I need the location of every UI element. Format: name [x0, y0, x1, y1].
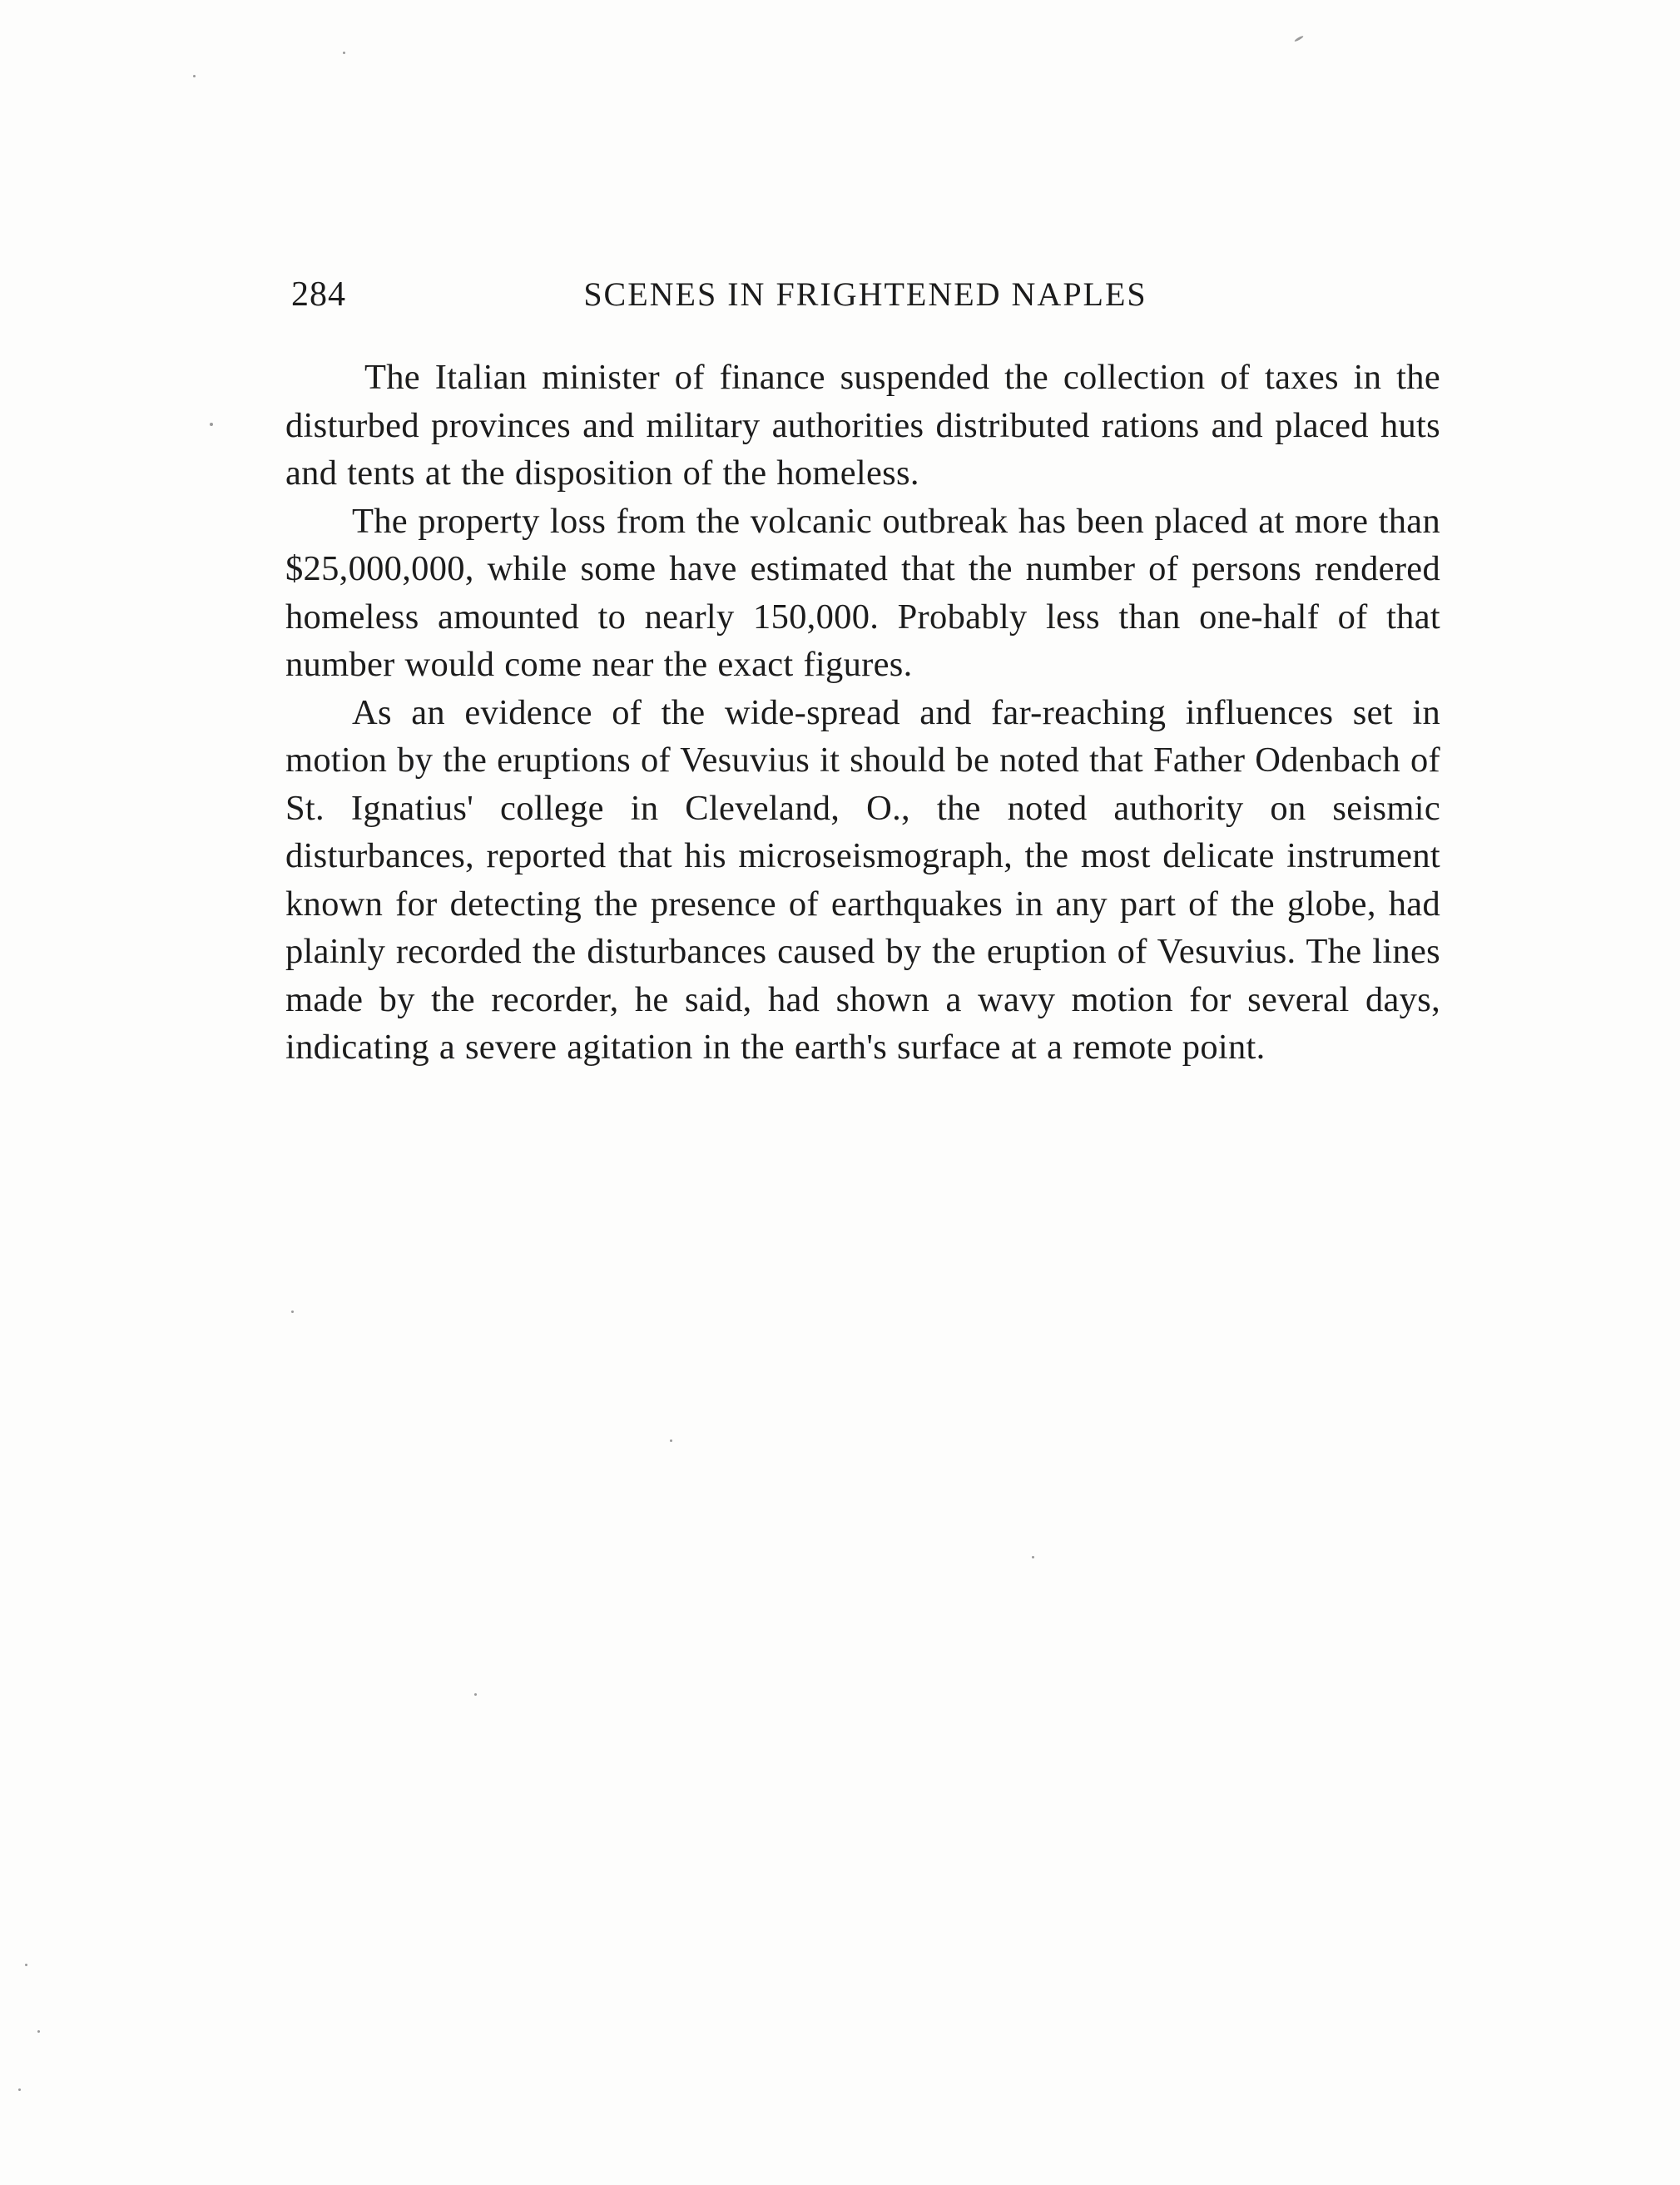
scan-speck [1294, 35, 1304, 42]
paragraph-property-loss: The property loss from the volcanic outbreak has been placed at more than $25,000,000, while some have estimated that the number of persons rendered homeless amounted to nearly 150,000. Probably less than one-half of that number would come near the exact figures. [285, 501, 1440, 684]
scan-speck [18, 2088, 21, 2091]
running-title: SCENES IN FRIGHTENED NAPLES [583, 275, 1147, 313]
paragraph-seismograph: As an evidence of the wide-spread and far-reaching influences set in motion by the eruptions of Vesuvius it should be noted that Father Odenbach of St. Ignatius' college in Cleveland, O., the noted authority on seismic disturbances, reported that his microseismograph, the most delicate instrument known for detecting the presence of earthquakes in any part of the globe, had plainly recorded the disturbances caused by the eruption of Vesuvius. The lines made by the recorder, he said, had shown a wavy motion for several days, indicating a severe agitation in the earth's surface at a remote point. [285, 692, 1440, 1067]
paragraph-tax-relief: The Italian minister of finance suspended the collection of taxes in the disturbed provinces and military authorities distributed rations and placed huts and tents at the disposition of the homeless. [285, 358, 1440, 493]
scan-speck [37, 2030, 40, 2033]
scan-speck [1032, 1556, 1034, 1558]
scan-speck [474, 1693, 477, 1696]
running-head [291, 275, 1440, 325]
scan-speck [291, 1311, 294, 1313]
scan-speck [193, 75, 196, 77]
scan-speck [670, 1439, 672, 1442]
scan-speck [210, 423, 213, 426]
scan-speck [343, 52, 345, 54]
page-number: 284 [291, 275, 346, 314]
body-text [285, 354, 1440, 1072]
scan-speck [25, 1964, 27, 1966]
